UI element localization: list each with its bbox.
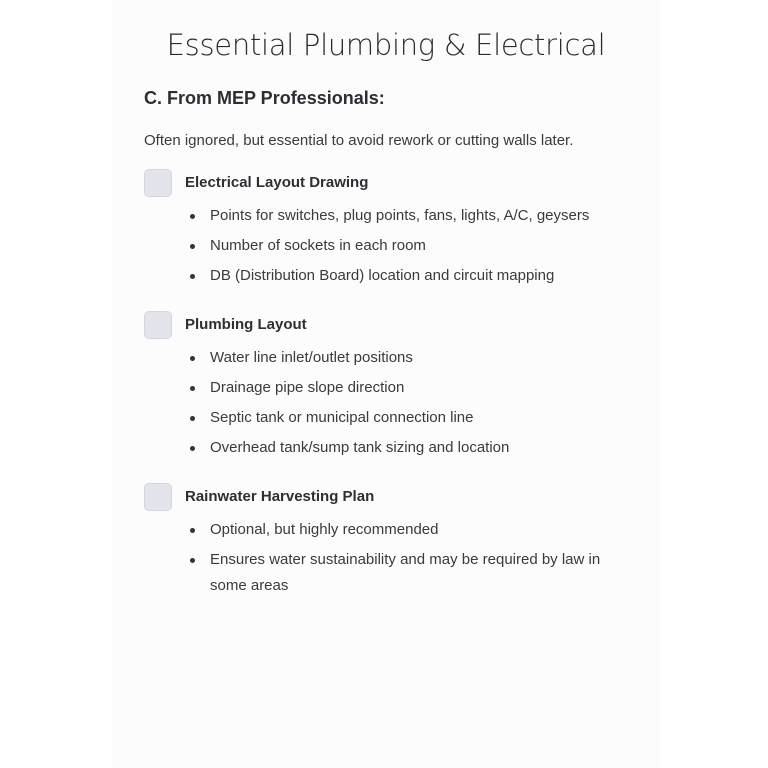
intro-text: Often ignored, but essential to avoid rework or cutting walls later. <box>144 132 574 149</box>
bullet-icon <box>190 274 195 279</box>
item-title: Plumbing Layout <box>185 316 307 333</box>
checkbox-rainwater-harvesting[interactable] <box>144 483 172 511</box>
list-item-text: Drainage pipe slope direction <box>210 379 405 396</box>
bullet-list <box>185 203 625 293</box>
bullet-icon <box>190 446 195 451</box>
bullet-icon <box>190 214 195 219</box>
bullet-icon <box>190 416 195 421</box>
bullet-icon <box>190 356 195 361</box>
list-item-text: Number of sockets in each room <box>210 237 426 254</box>
section-heading: C. From MEP Professionals: <box>144 88 385 108</box>
item-title: Rainwater Harvesting Plan <box>185 488 375 505</box>
list-item <box>185 375 625 401</box>
list-item <box>185 547 625 599</box>
bullet-icon <box>190 528 195 533</box>
list-item <box>185 203 625 229</box>
list-item-text: Ensures water sustainability and may be required by law in some areas <box>210 551 601 594</box>
list-item-text: Septic tank or municipal connection line <box>210 409 474 426</box>
list-item <box>185 435 625 461</box>
list-item-text: Water line inlet/outlet positions <box>210 349 413 366</box>
item-title: Electrical Layout Drawing <box>185 174 369 191</box>
page-title: Essential Plumbing & Electrical <box>166 28 606 62</box>
bullet-icon <box>190 244 195 249</box>
list-item <box>185 517 625 543</box>
list-item-text: Overhead tank/sump tank sizing and location <box>210 439 510 456</box>
list-item-text: Points for switches, plug points, fans, lights, A/C, geysers <box>210 207 590 224</box>
bullet-icon <box>190 558 195 563</box>
list-item-text: Optional, but highly recommended <box>210 521 439 538</box>
list-item-text: DB (Distribution Board) location and circuit mapping <box>210 267 555 284</box>
list-item <box>185 263 625 289</box>
bullet-list <box>185 345 625 465</box>
bullet-icon <box>190 386 195 391</box>
bullet-list <box>185 517 625 603</box>
checkbox-electrical-layout[interactable] <box>144 169 172 197</box>
list-item <box>185 233 625 259</box>
list-item <box>185 405 625 431</box>
list-item <box>185 345 625 371</box>
document-page <box>112 0 660 768</box>
checkbox-plumbing-layout[interactable] <box>144 311 172 339</box>
